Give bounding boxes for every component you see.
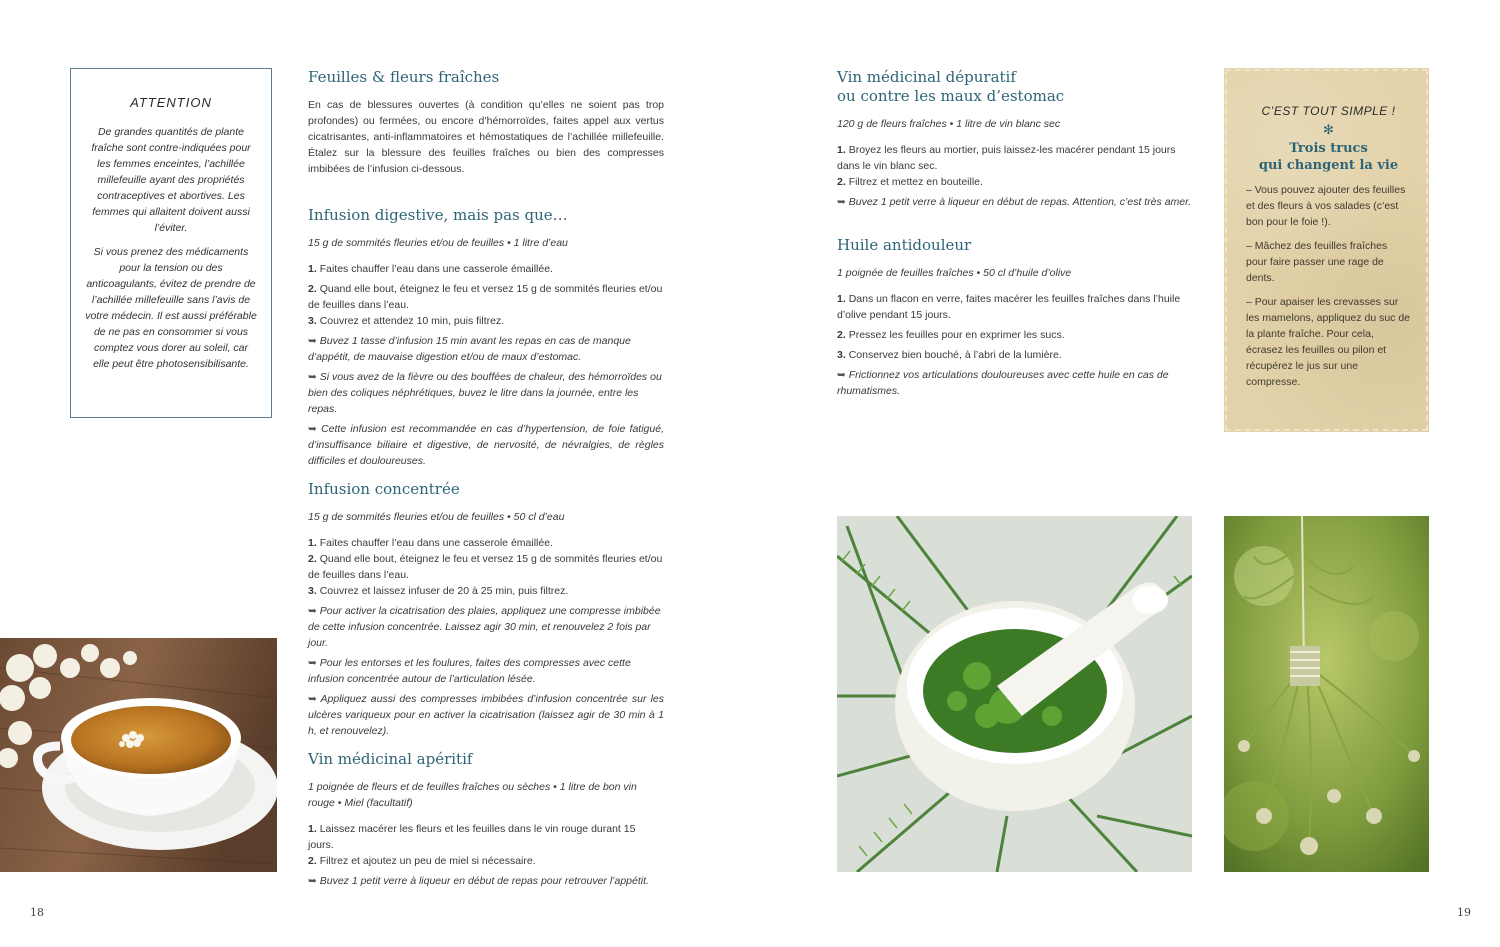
attention-paragraph-1: De grandes quantités de plante fraîche sont contre-indiquées pour les femmes enceintes, l’achillée millefeuille ayant des propriétés contraceptives et abortives. Les femmes qui allaitent doivent aussi l’éviter. xyxy=(91,126,251,234)
step-1: 1. Faites chauffer l’eau dans une casserole émaillée. xyxy=(308,263,553,275)
tips-kicker: C’EST TOUT SIMPLE ! xyxy=(1261,104,1396,118)
tip-item: – Vous pouvez ajouter des feuilles et des fleurs à vos salades (c’est bon pour le foie !). xyxy=(1246,184,1406,228)
section-title: Huile antidouleur xyxy=(837,236,972,254)
section-infusion-digestive xyxy=(308,206,664,473)
step-1: 1. Faites chauffer l’eau dans une casserole émaillée. xyxy=(308,537,553,549)
page-number-left: 18 xyxy=(30,906,44,919)
section-title: Feuilles & fleurs fraîches xyxy=(308,68,500,86)
ingredients: 1 poignée de feuilles fraîches • 50 cl d’huile d’olive xyxy=(837,267,1072,279)
step-1: 1. Dans un flacon en verre, faites macérer les feuilles fraîches dans l’huile d’olive pendant 15 jours. xyxy=(837,293,1181,321)
arrow-icon: ➥ xyxy=(308,605,317,617)
step-3: 3. Couvrez et attendez 10 min, puis filtrez. xyxy=(308,315,505,327)
tip: ➥ Pour les entorses et les foulures, faites des compresses avec cette infusion concentrée autour de l’articulation lésée. xyxy=(308,657,631,685)
section-title: Vin médicinal apéritif xyxy=(308,750,473,768)
tea-cup-photo xyxy=(0,638,277,872)
arrow-icon: ➥ xyxy=(308,371,317,383)
step-3: 3. Conservez bien bouché, à l’abri de la lumière. xyxy=(837,349,1062,361)
tips-box xyxy=(1224,68,1429,432)
section-title: Infusion digestive, mais pas que… xyxy=(308,206,568,224)
ingredients: 120 g de fleurs fraîches • 1 litre de vin blanc sec xyxy=(837,118,1061,130)
tip: ➥ Frictionnez vos articulations douloureuses avec cette huile en cas de rhumatismes. xyxy=(837,369,1169,397)
tips-title: Trois trucs qui changent la vie xyxy=(1258,141,1399,173)
attention-title: ATTENTION xyxy=(130,95,212,110)
section-body: En cas de blessures ouvertes (à condition qu’elles ne soient pas trop profondes) ou fermées, ou encore d’hémorroïdes, faites appel aux vertus cicatrisantes, anti-inflammatoires et hémostatiques de l’achillée millefeuille. Étalez sur la blessure des feuilles fraîches ou bien des compresses imbibées de l’infusion ci-dessous. xyxy=(308,99,664,175)
step-2: 2. Filtrez et ajoutez un peu de miel si nécessaire. xyxy=(308,855,536,867)
ingredients: 1 poignée de fleurs et de feuilles fraîches ou sèches • 1 litre de bon vin rouge • Miel (facultatif) xyxy=(308,781,637,809)
drying-yarrow-photo xyxy=(1224,516,1429,872)
arrow-icon: ➥ xyxy=(308,693,317,705)
arrow-icon: ➥ xyxy=(308,657,317,669)
tip: ➥ Appliquez aussi des compresses imbibées d’infusion concentrée sur les ulcères variqueux pour en activer la cicatrisation (laissez agir de 30 min à 1 h, et renouvelez). xyxy=(308,693,664,737)
tip: ➥ Buvez 1 petit verre à liqueur en début de repas pour retrouver l’appétit. xyxy=(308,875,649,887)
arrow-icon: ➥ xyxy=(308,423,317,435)
arrow-icon: ➥ xyxy=(837,369,846,381)
page-number-right: 19 xyxy=(1457,906,1471,919)
tip-item: – Mâchez des feuilles fraîches pour faire passer une rage de dents. xyxy=(1246,240,1388,284)
ingredients: 15 g de sommités fleuries et/ou de feuilles • 1 litre d’eau xyxy=(308,237,568,249)
tip-item: – Pour apaiser les crevasses sur les mamelons, appliquez du suc de la plante fraîche. Pour cela, écrasez les feuilles ou pilon et récupérez le jus sur une compresse. xyxy=(1246,296,1411,388)
section-vin-depuratif xyxy=(837,68,1193,214)
tip: ➥ Pour activer la cicatrisation des plaies, appliquez une compresse imbibée de cette infusion concentrée. Laissez agir 30 min, et renouvelez 2 fois par jour. xyxy=(308,605,661,649)
tip: ➥ Buvez 1 petit verre à liqueur en début de repas. Attention, c’est très amer. xyxy=(837,196,1192,208)
section-huile-antidouleur xyxy=(837,236,1193,403)
section-infusion-concentree xyxy=(308,480,664,743)
tip: ➥ Buvez 1 tasse d’infusion 15 min avant les repas en cas de manque d’appétit, de mauvaise digestion et/ou de maux d’estomac. xyxy=(308,335,631,363)
step-1: 1. Laissez macérer les fleurs et les feuilles dans le vin rouge durant 15 jours. xyxy=(308,823,636,851)
step-1: 1. Broyez les fleurs au mortier, puis laissez-les macérer pendant 15 jours dans le vin blanc sec. xyxy=(837,144,1176,172)
attention-paragraph-2: Si vous prenez des médicaments pour la tension ou des anticoagulants, évitez de prendre de l’achillée millefeuille sans l’avis de votre médecin. Il est aussi préférable de ne pas en consommer si vous comptez vous dorer au soleil, car elle peut être photosensibilisante. xyxy=(85,246,257,370)
step-3: 3. Couvrez et laissez infuser de 20 à 25 min, puis filtrez. xyxy=(308,585,569,597)
star-icon: ✻ xyxy=(1323,122,1334,137)
step-2: 2. Quand elle bout, éteignez le feu et versez 15 g de sommités fleuries et/ou de feuilles dans l’eau. xyxy=(308,283,663,311)
arrow-icon: ➥ xyxy=(308,335,317,347)
arrow-icon: ➥ xyxy=(837,196,846,208)
tip: ➥ Cette infusion est recommandée en cas d’hypertension, de foie fatigué, d’insuffisance biliaire et digestive, de nervosité, de névralgies, de règles difficiles et douloureuses. xyxy=(308,423,664,467)
step-2: 2. Pressez les feuilles pour en exprimer les sucs. xyxy=(837,329,1065,341)
arrow-icon: ➥ xyxy=(308,875,317,887)
drying-yarrow-illustration xyxy=(1224,516,1429,872)
attention-box xyxy=(70,68,272,418)
tea-cup-illustration xyxy=(0,638,277,872)
section-title: Vin médicinal dépuratif ou contre les maux d’estomac xyxy=(837,68,1065,105)
section-vin-aperitif xyxy=(308,750,664,893)
tip: ➥ Si vous avez de la fièvre ou des bouffées de chaleur, des hémorroïdes ou bien des coliques néphrétiques, buvez le litre dans la journée, entre les repas. xyxy=(308,371,662,415)
section-title: Infusion concentrée xyxy=(308,480,460,498)
mortar-illustration xyxy=(837,516,1192,872)
mortar-photo xyxy=(837,516,1192,872)
step-2: 2. Quand elle bout, éteignez le feu et versez 15 g de sommités fleuries et/ou de feuilles dans l’eau. xyxy=(308,553,663,581)
ingredients: 15 g de sommités fleuries et/ou de feuilles • 50 cl d’eau xyxy=(308,511,565,523)
section-feuilles-fleurs xyxy=(308,68,664,181)
step-2: 2. Filtrez et mettez en bouteille. xyxy=(837,176,983,188)
